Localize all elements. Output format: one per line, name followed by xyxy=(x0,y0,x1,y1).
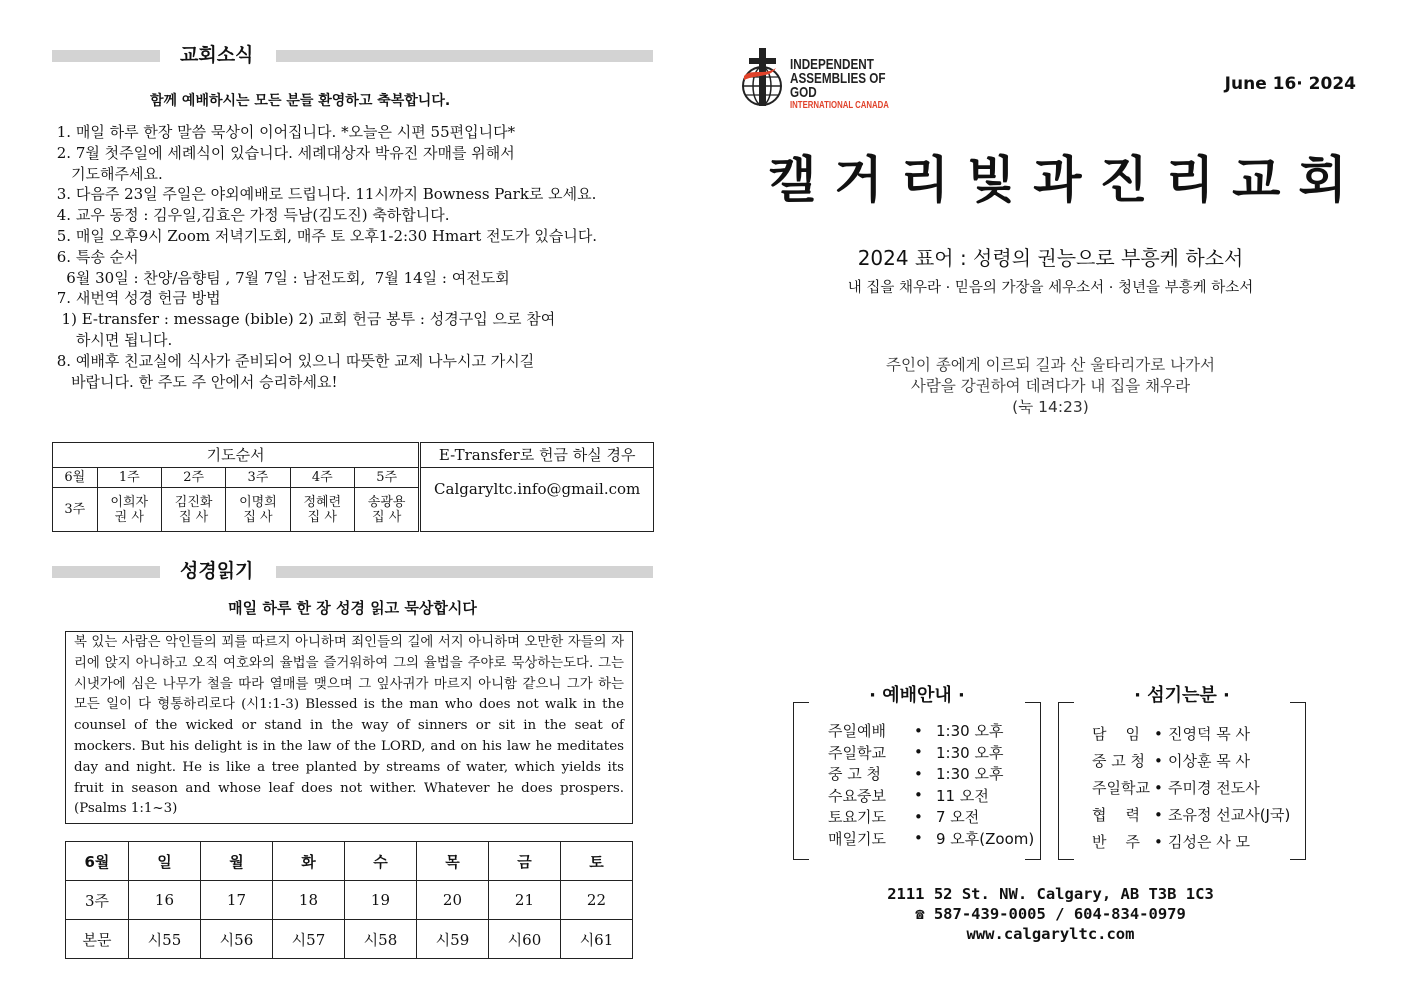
news-item: 5. 매일 오후9시 Zoom 저녁기도회, 매주 토 오후1-2:30 Hmart 전도가 있습니다. xyxy=(52,226,598,245)
service-name: 주일학교 xyxy=(828,743,886,762)
service-row xyxy=(828,806,1038,828)
news-section-header xyxy=(52,46,653,64)
news-item: 7. 새번역 성경 헌금 방법 xyxy=(52,289,221,308)
service-row xyxy=(828,785,1038,807)
website-link[interactable]: www.calgaryltc.com xyxy=(966,925,1135,943)
prayer-col-5: 5주 xyxy=(354,468,419,488)
bullet-icon: • xyxy=(914,764,923,783)
verse-line: 주인이 종에게 이르되 길과 산 울타리가로 나가서 xyxy=(885,356,1216,374)
bullet-icon: • xyxy=(1154,724,1163,743)
bracket-right xyxy=(1290,702,1306,860)
service-row xyxy=(828,763,1038,785)
staff-name: 김성은 사 모 xyxy=(1168,833,1250,851)
staff-name: 진영덕 목 사 xyxy=(1168,725,1250,743)
service-time: 7 오전 xyxy=(936,808,980,827)
plan-cell: 6월 xyxy=(66,842,129,881)
reading-plan-table xyxy=(65,841,633,959)
plan-cell: 토 xyxy=(560,842,632,881)
service-time: 1:30 오후 xyxy=(936,765,1004,784)
prayer-col-1: 1주 xyxy=(97,468,161,488)
verse-line: 사람을 강권하여 데려다가 내 집을 채우라 xyxy=(910,377,1191,395)
plan-cell: 금 xyxy=(488,842,560,881)
service-row xyxy=(828,742,1038,764)
service-row xyxy=(828,720,1038,742)
bullet-icon: • xyxy=(914,786,923,805)
plan-cell: 일 xyxy=(128,842,200,881)
plan-cell: 시57 xyxy=(272,920,344,959)
staff-list xyxy=(1092,720,1292,855)
prayer-month: 6월 xyxy=(53,468,98,488)
motto: 2024 표어 : 성령의 권능으로 부흥케 하소서 xyxy=(857,246,1244,270)
prayer-col-2: 2주 xyxy=(161,468,225,488)
church-logo xyxy=(738,46,918,111)
news-item: 2. 7월 첫주일에 세례식이 있습니다. 세례대상자 박유진 자매를 위해서 xyxy=(52,143,515,162)
service-time: 1:30 오후 xyxy=(936,743,1004,762)
plan-cell: 월 xyxy=(200,842,272,881)
prayer-name-5: 송광용 집 사 xyxy=(354,488,419,532)
plan-cell: 20 xyxy=(416,881,488,920)
prayer-col-3: 3주 xyxy=(226,468,290,488)
plan-cell: 16 xyxy=(128,881,200,920)
news-item: 1. 매일 하루 한장 말씀 묵상이 이어집니다. *오늘은 시편 55편입니다* xyxy=(52,123,516,141)
staff-role: 반 주 xyxy=(1092,833,1141,851)
reading-title: 성경읽기 xyxy=(180,560,254,582)
reading-passage: 복 있는 사람은 악인들의 꾀를 따르지 아니하며 죄인들의 길에 서지 아니하며 오만한 자들의 자리에 앉지 아니하고 오직 여호와의 율법을 즐거워하여 그의 율법을 주야로 묵상하는도다. 그는 시냇가에 심은 나무가 철을 따라 열매를 맺으며 그 잎사귀가 마르지 아니함 같으니 그가 하는 모든 일이 다 형통하리로다 (시1:1-3) Blessed is the man who does not walk in the counsel of the wicked or stand in the way of sinners or sit in the seat of mockers. But his delight is in the law of the LORD, and on his law he meditates day and night. He is like a tree planted by streams of water, which yields its fruit in season and whose leaf does not wither. Whatever he does prospers.(Psalms 1:1~3) xyxy=(65,631,633,824)
bullet-icon: • xyxy=(1154,778,1163,797)
address: 2111 52 St. NW. Calgary, AB T3B 1C3 xyxy=(887,885,1214,903)
plan-cell: 시60 xyxy=(488,920,560,959)
plan-cell: 시56 xyxy=(200,920,272,959)
etransfer-email: Calgaryltc.info@gmail.com xyxy=(434,480,641,498)
verse-reference: (눅 14:23) xyxy=(1012,398,1089,416)
contact-info xyxy=(748,884,1353,944)
news-item: 하시면 됩니다. xyxy=(52,330,173,349)
news-item: 8. 예배후 친교실에 식사가 준비되어 있으니 따뜻한 교제 나누시고 가시길 xyxy=(52,351,535,370)
prayer-col-4: 4주 xyxy=(290,468,354,488)
news-item: 바랍니다. 한 주도 주 안에서 승리하세요! xyxy=(52,372,338,391)
news-item: 1) E-transfer : message (bible) 2) 교회 헌금 봉투 : 성경구입 으로 참여 xyxy=(52,310,556,329)
header-bar-right xyxy=(276,566,653,578)
service-time: 1:30 오후 xyxy=(936,722,1004,741)
plan-cell: 시59 xyxy=(416,920,488,959)
prayer-table xyxy=(52,442,654,532)
services-list xyxy=(828,720,1038,849)
staff-name: 이상훈 목 사 xyxy=(1168,752,1250,770)
staff-role: 주일학교 xyxy=(1092,779,1150,797)
motto-sub: 내 집을 채우라 · 믿음의 가장을 세우소서 · 청년을 부흥케 하소서 xyxy=(847,280,1254,296)
bullet-icon: • xyxy=(914,743,923,762)
plan-date-row xyxy=(66,881,633,920)
plan-cell: 목 xyxy=(416,842,488,881)
staff-role: 중 고 청 xyxy=(1092,752,1146,770)
news-list xyxy=(52,122,597,392)
service-name: 중 고 청 xyxy=(828,765,882,784)
staff-row xyxy=(1092,747,1292,774)
prayer-week: 3주 xyxy=(53,488,98,532)
staff-row xyxy=(1092,801,1292,828)
bullet-icon: • xyxy=(914,721,923,740)
header-bar-right xyxy=(276,50,653,62)
logo-line-3: INTERNATIONAL CANADA xyxy=(790,100,889,111)
service-name: 수요중보 xyxy=(828,786,886,805)
plan-cell: 21 xyxy=(488,881,560,920)
plan-cell: 17 xyxy=(200,881,272,920)
bracket-left xyxy=(1058,702,1074,860)
logo-line-2: ASSEMBLIES OF GOD xyxy=(790,70,886,101)
prayer-name-3: 이명희 집 사 xyxy=(226,488,290,532)
service-name: 매일기도 xyxy=(828,829,886,848)
etransfer-cell xyxy=(420,443,654,532)
staff-row xyxy=(1092,774,1292,801)
news-title: 교회소식 xyxy=(180,44,254,66)
service-name: 주일예배 xyxy=(828,722,886,741)
globe-cross-icon xyxy=(738,46,790,108)
reading-subtitle: 매일 하루 한 장 성경 읽고 묵상합시다 xyxy=(228,599,477,617)
bullet-icon: • xyxy=(914,807,923,826)
staff-title: · 섬기는분 · xyxy=(1134,685,1230,706)
plan-cell: 시61 xyxy=(560,920,632,959)
plan-cell: 시55 xyxy=(128,920,200,959)
key-verse xyxy=(748,355,1353,418)
plan-cell: 3주 xyxy=(66,881,129,920)
staff-name: 조유정 선교사(J국) xyxy=(1168,806,1291,824)
reading-section-header xyxy=(52,562,653,580)
news-item: 3. 다음주 23일 주일은 야외예배로 드립니다. 11시까지 Bowness Park로 오세요. xyxy=(52,185,597,204)
staff-role: 협 력 xyxy=(1092,806,1141,824)
bullet-icon: • xyxy=(1154,751,1163,770)
news-item: 4. 교우 동정 : 김우일,김효은 가정 득남(김도진) 축하합니다. xyxy=(52,206,450,225)
prayer-title: 기도순서 xyxy=(53,443,420,468)
plan-cell: 22 xyxy=(560,881,632,920)
service-time: 11 오전 xyxy=(936,786,989,805)
church-name: 캘거리빛과진리교회 xyxy=(768,151,1365,209)
plan-cell: 19 xyxy=(344,881,416,920)
plan-cell: 화 xyxy=(272,842,344,881)
staff-name: 주미경 전도사 xyxy=(1168,779,1260,797)
news-intro: 함께 예배하시는 모든 분들 환영하고 축복합니다. xyxy=(150,93,451,109)
service-name: 토요기도 xyxy=(828,808,886,827)
plan-header-row xyxy=(66,842,633,881)
phone: ☎ 587-439-0005 / 604-834-0979 xyxy=(915,905,1186,923)
header-bar-left xyxy=(52,50,160,62)
services-title: · 예배안내 · xyxy=(869,685,965,706)
logo-line-1: INDEPENDENT xyxy=(790,56,874,73)
etransfer-title: E-Transfer로 헌금 하실 경우 xyxy=(421,443,653,468)
service-row xyxy=(828,828,1038,850)
prayer-name-4: 정혜련 집 사 xyxy=(290,488,354,532)
news-item: 6. 특송 순서 xyxy=(52,247,139,266)
staff-row xyxy=(1092,720,1292,747)
plan-cell: 18 xyxy=(272,881,344,920)
prayer-name-1: 이희자 권 사 xyxy=(97,488,161,532)
news-item: 기도해주세요. xyxy=(52,164,163,183)
plan-cell: 본문 xyxy=(66,920,129,959)
bullet-icon: • xyxy=(1154,832,1163,851)
prayer-name-2: 김진화 집 사 xyxy=(161,488,225,532)
plan-text-row xyxy=(66,920,633,959)
service-time: 9 오후(Zoom) xyxy=(936,829,1035,848)
staff-row xyxy=(1092,828,1292,855)
bracket-left xyxy=(793,702,809,860)
plan-cell: 시58 xyxy=(344,920,416,959)
bullet-icon: • xyxy=(914,829,923,848)
header-bar-left xyxy=(52,566,160,578)
staff-role: 담 임 xyxy=(1092,725,1141,743)
plan-cell: 수 xyxy=(344,842,416,881)
bulletin-date: June 16· 2024 xyxy=(1224,74,1356,94)
bullet-icon: • xyxy=(1154,805,1163,824)
news-item: 6월 30일 : 찬양/음향팀 , 7월 7일 : 남전도회, 7월 14일 : 여전도회 xyxy=(52,268,510,287)
